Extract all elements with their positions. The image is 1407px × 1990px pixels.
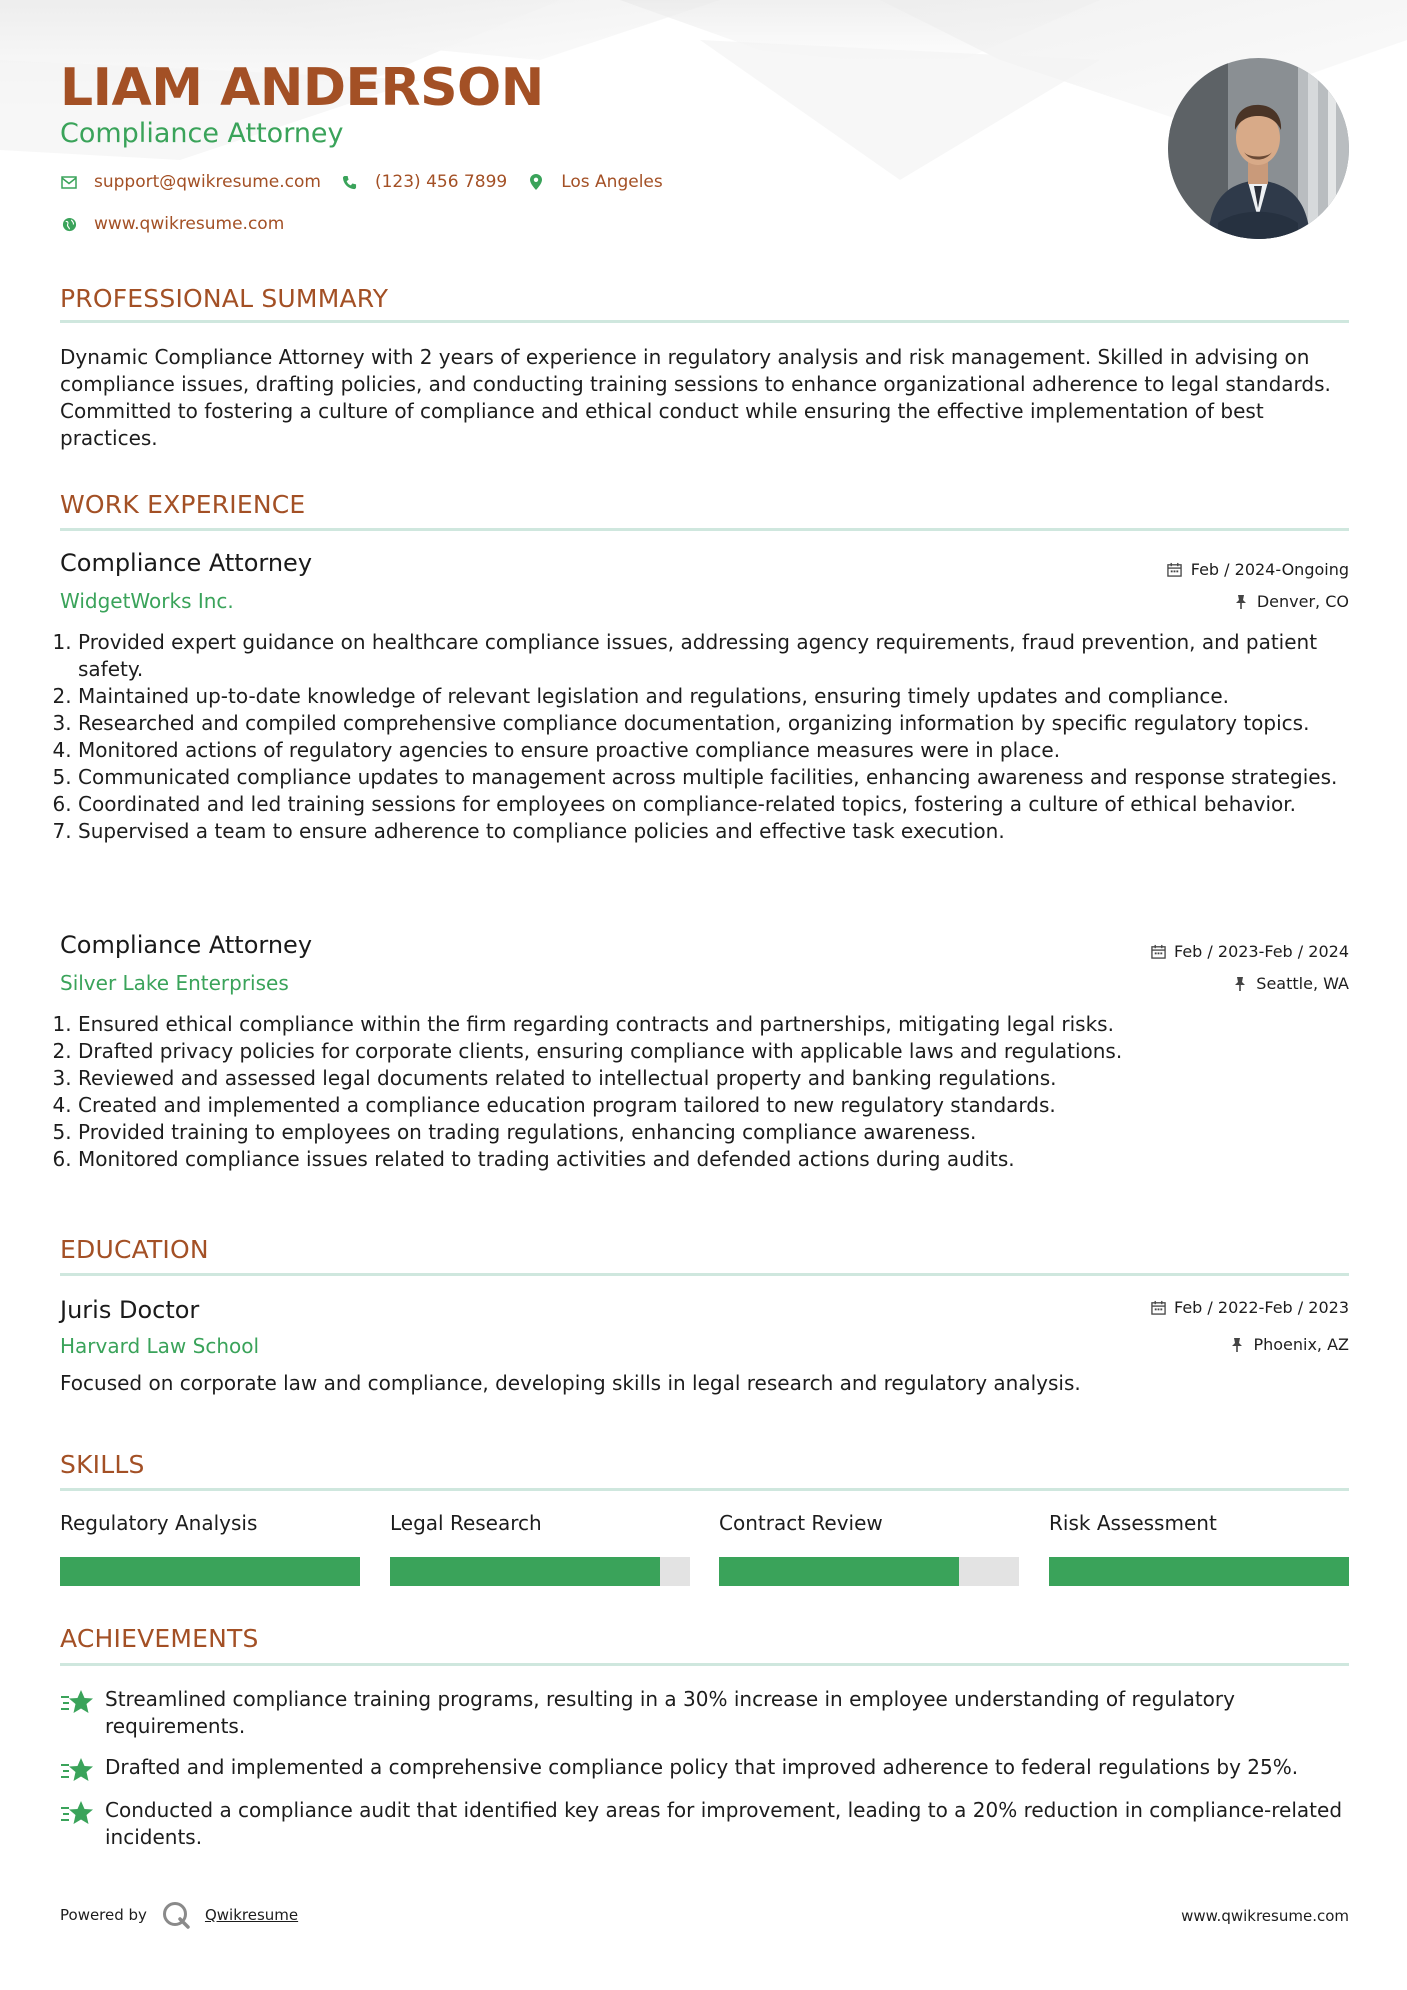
skill-bar-fill [1049,1557,1349,1586]
job-bullets [60,1011,1349,1173]
job-dates [1167,560,1349,579]
website-text[interactable]: www.qwikresume.com [94,214,285,234]
job-location [1233,592,1349,611]
calendar-icon [1150,944,1166,960]
powered-by-label: Powered by [60,1906,147,1924]
skill-item [719,1511,1019,1586]
skill-bar-fill [719,1557,959,1586]
list-item: 4. Monitored actions of regulatory agencies to ensure proactive compliance measures were in place. [78,737,1349,764]
candidate-role: Compliance Attorney [60,118,344,149]
school-name: Harvard Law School [60,1334,260,1358]
candidate-name: LIAM ANDERSON [60,58,544,118]
achievement-text: Streamlined compliance training programs, resulting in a 30% increase in employee understanding of regulatory requirements. [105,1687,1235,1738]
list-item: 4. Created and implemented a compliance education program tailored to new regulatory standards. [78,1092,1349,1119]
skill-item [60,1511,360,1586]
summary-heading: PROFESSIONAL SUMMARY [60,284,389,313]
job-dates [1150,942,1349,961]
pushpin-icon [1229,1337,1245,1353]
location-text: Los Angeles [561,172,663,192]
skill-bar-fill [390,1557,660,1586]
calendar-icon [1167,562,1183,578]
education-divider [60,1273,1349,1276]
location-contact [527,172,663,192]
achievement-text: Conducted a compliance audit that identified key areas for improvement, leading to a 20% reduction in compliance-related incidents. [105,1798,1343,1849]
skills-heading: SKILLS [60,1450,145,1479]
education-location [1229,1335,1349,1354]
job-title: Compliance Attorney [60,931,313,959]
education-dates-text: Feb / 2022-Feb / 2023 [1174,1298,1349,1317]
job-location-text: Denver, CO [1256,592,1349,611]
summary-text: Dynamic Compliance Attorney with 2 years of experience in regulatory analysis and risk management. Skilled in advising on compliance issues, drafting policies, and conducting training sessions to enhance organizational adherence to legal standards. Committed to fostering a culture of compliance and ethical conduct while ensuring the effective implementation of best practices. [60,345,1331,450]
achievement-item [60,1686,1349,1740]
company-name: Silver Lake Enterprises [60,971,289,995]
pushpin-icon [1233,594,1249,610]
phone-contact[interactable] [341,172,507,192]
list-item: 6. Coordinated and led training sessions for employees on compliance-related topics, fostering a culture of ethical behavior. [78,791,1349,818]
phone-text[interactable]: (123) 456 7899 [374,172,508,192]
achievement-item [60,1797,1349,1851]
star-award-icon [60,1756,94,1786]
star-award-icon [60,1799,94,1829]
list-item: 5. Provided training to employees on trading regulations, enhancing compliance awareness. [78,1119,1349,1146]
skill-bar [719,1557,1019,1586]
email-text[interactable]: support@qwikresume.com [94,172,321,192]
profile-photo [1168,58,1349,239]
email-contact[interactable] [60,172,321,192]
summary-divider [60,320,1349,323]
job-location-text: Seattle, WA [1256,974,1349,993]
job-dates-text: Feb / 2024-Ongoing [1190,560,1349,579]
achievement-text: Drafted and implemented a comprehensive compliance policy that improved adherence to federal regulations by 25%. [105,1755,1299,1779]
list-item: 7. Supervised a team to ensure adherence to compliance policies and effective task execution. [78,818,1349,845]
skill-bar-fill [60,1557,360,1586]
education-location-text: Phoenix, AZ [1253,1335,1349,1354]
skills-divider [60,1488,1349,1491]
list-item: 6. Monitored compliance issues related to trading activities and defended actions during audits. [78,1146,1349,1173]
list-item: 1. Ensured ethical compliance within the firm regarding contracts and partnerships, mitigating legal risks. [78,1011,1349,1038]
skill-label: Risk Assessment [1049,1511,1217,1535]
company-name: WidgetWorks Inc. [60,589,234,613]
skill-item [1049,1511,1349,1586]
skill-bar [1049,1557,1349,1586]
website-contact[interactable] [60,214,284,234]
skill-bar [390,1557,690,1586]
skill-bar [60,1557,360,1586]
map-pin-icon [527,173,545,191]
education-heading: EDUCATION [60,1235,209,1264]
envelope-icon [60,173,78,191]
list-item: 5. Communicated compliance updates to management across multiple facilities, enhancing awareness and response strategies. [78,764,1349,791]
skill-label: Contract Review [719,1511,883,1535]
phone-icon [341,173,359,191]
job-title: Compliance Attorney [60,549,313,577]
contact-row-secondary [60,214,304,234]
footer-powered-by [60,1900,298,1930]
job-bullets [60,629,1349,845]
skill-label: Regulatory Analysis [60,1511,258,1535]
job-dates-text: Feb / 2023-Feb / 2024 [1174,942,1349,961]
experience-divider [60,528,1349,531]
globe-icon [60,215,78,233]
star-award-icon [60,1688,94,1718]
list-item: 3. Reviewed and assessed legal documents related to intellectual property and banking regulations. [78,1065,1349,1092]
job-location [1232,974,1349,993]
education-dates [1150,1298,1349,1317]
list-item: 1. Provided expert guidance on healthcare compliance issues, addressing agency requirements, fraud prevention, and patient safety. [78,629,1349,683]
degree-title: Juris Doctor [60,1296,200,1324]
list-item: 2. Drafted privacy policies for corporate clients, ensuring compliance with applicable laws and regulations. [78,1038,1349,1065]
achievements-divider [60,1663,1349,1666]
qwikresume-logo-icon [161,1900,191,1930]
list-item: 2. Maintained up-to-date knowledge of relevant legislation and regulations, ensuring timely updates and compliance. [78,683,1349,710]
skill-item [390,1511,690,1586]
qwikresume-link[interactable]: Qwikresume [204,1906,299,1924]
experience-heading: WORK EXPERIENCE [60,490,306,519]
skill-label: Legal Research [390,1511,542,1535]
calendar-icon [1150,1300,1166,1316]
pushpin-icon [1232,976,1248,992]
contact-row-primary [60,172,683,192]
education-description: Focused on corporate law and compliance, developing skills in legal research and regulatory analysis. [60,1371,1081,1395]
list-item: 3. Researched and compiled comprehensive compliance documentation, organizing information by specific regulatory topics. [78,710,1349,737]
achievements-heading: ACHIEVEMENTS [60,1624,259,1653]
achievement-item [60,1754,1349,1786]
footer-website[interactable]: www.qwikresume.com [1181,1907,1349,1925]
